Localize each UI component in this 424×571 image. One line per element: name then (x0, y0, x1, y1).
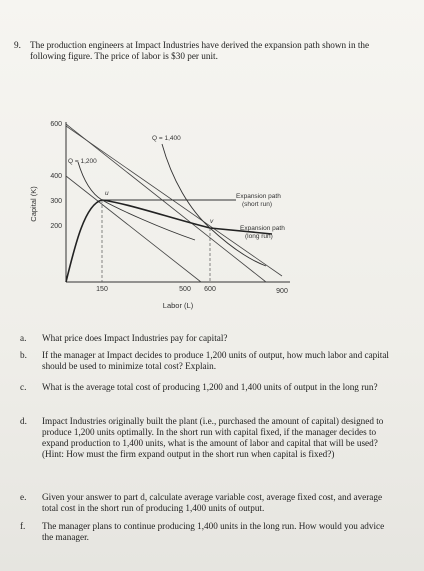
x-axis-label: Labor (L) (162, 301, 194, 310)
q1200-label: Q = 1,200 (68, 158, 97, 165)
question-text: If the manager at Impact decides to produce 1,200 units of output, how much labor and capital should be used to minimize total cost? Explain. (42, 350, 389, 371)
x-tick-150: 150 (96, 286, 108, 293)
long-run-expansion-path (66, 200, 272, 282)
q1400-label: Q = 1,400 (152, 135, 181, 142)
question-text: Impact Industries originally built the plant (i.e., purchased the amount of capital) designed to produce 1,200 units optimally. In the short run with capital fixed, if the manager decides to expand production to 1,400 units, what is the amount of labor and capital that will be used? (Hint: How must the firm expand output in the short run when capital is fixed?) (42, 416, 384, 459)
question-label: c. (20, 382, 27, 392)
question-text: What price does Impact Industries pay for capital? (42, 333, 228, 343)
isocost-line-400 (66, 176, 201, 282)
x-tick-900: 900 (276, 288, 288, 295)
question-label: d. (20, 416, 27, 426)
question-label: f. (20, 521, 26, 531)
short-run-label-2: (short run) (242, 201, 272, 208)
question-text: The manager plans to continue producing 1,400 units in the long run. How would you advice the manager. (42, 521, 385, 542)
y-tick-600: 600 (50, 121, 62, 128)
long-run-label-2: (long run) (245, 233, 273, 240)
expansion-path-figure (20, 110, 320, 325)
y-tick-200: 200 (50, 223, 62, 230)
question-text: What is the average total cost of producing 1,200 and 1,400 units of output in the long run? (42, 382, 378, 392)
y-tick-300: 300 (50, 198, 62, 205)
point-v-label: v (210, 218, 214, 225)
y-tick-400: 400 (50, 173, 62, 180)
question-label: e. (20, 492, 27, 502)
y-axis-label: Capital (K) (29, 186, 38, 222)
question-label: a. (20, 333, 27, 343)
x-tick-500: 500 (179, 286, 191, 293)
question-text: Given your answer to part d, calculate average variable cost, average fixed cost, and average total cost in the short run of producing 1,400 units of output. (42, 492, 383, 513)
point-u-label: u (105, 190, 109, 197)
question-label: b. (20, 350, 27, 360)
problem-number: 9. (14, 40, 21, 50)
isoquant-q1200 (78, 162, 195, 240)
short-run-label-1: Expansion path (236, 193, 281, 200)
x-tick-600: 600 (204, 286, 216, 293)
long-run-label-1: Expansion path (240, 225, 285, 232)
problem-intro: The production engineers at Impact Industries have derived the expansion path shown in the following figure. The price of labor is $30 per unit. (30, 40, 370, 61)
